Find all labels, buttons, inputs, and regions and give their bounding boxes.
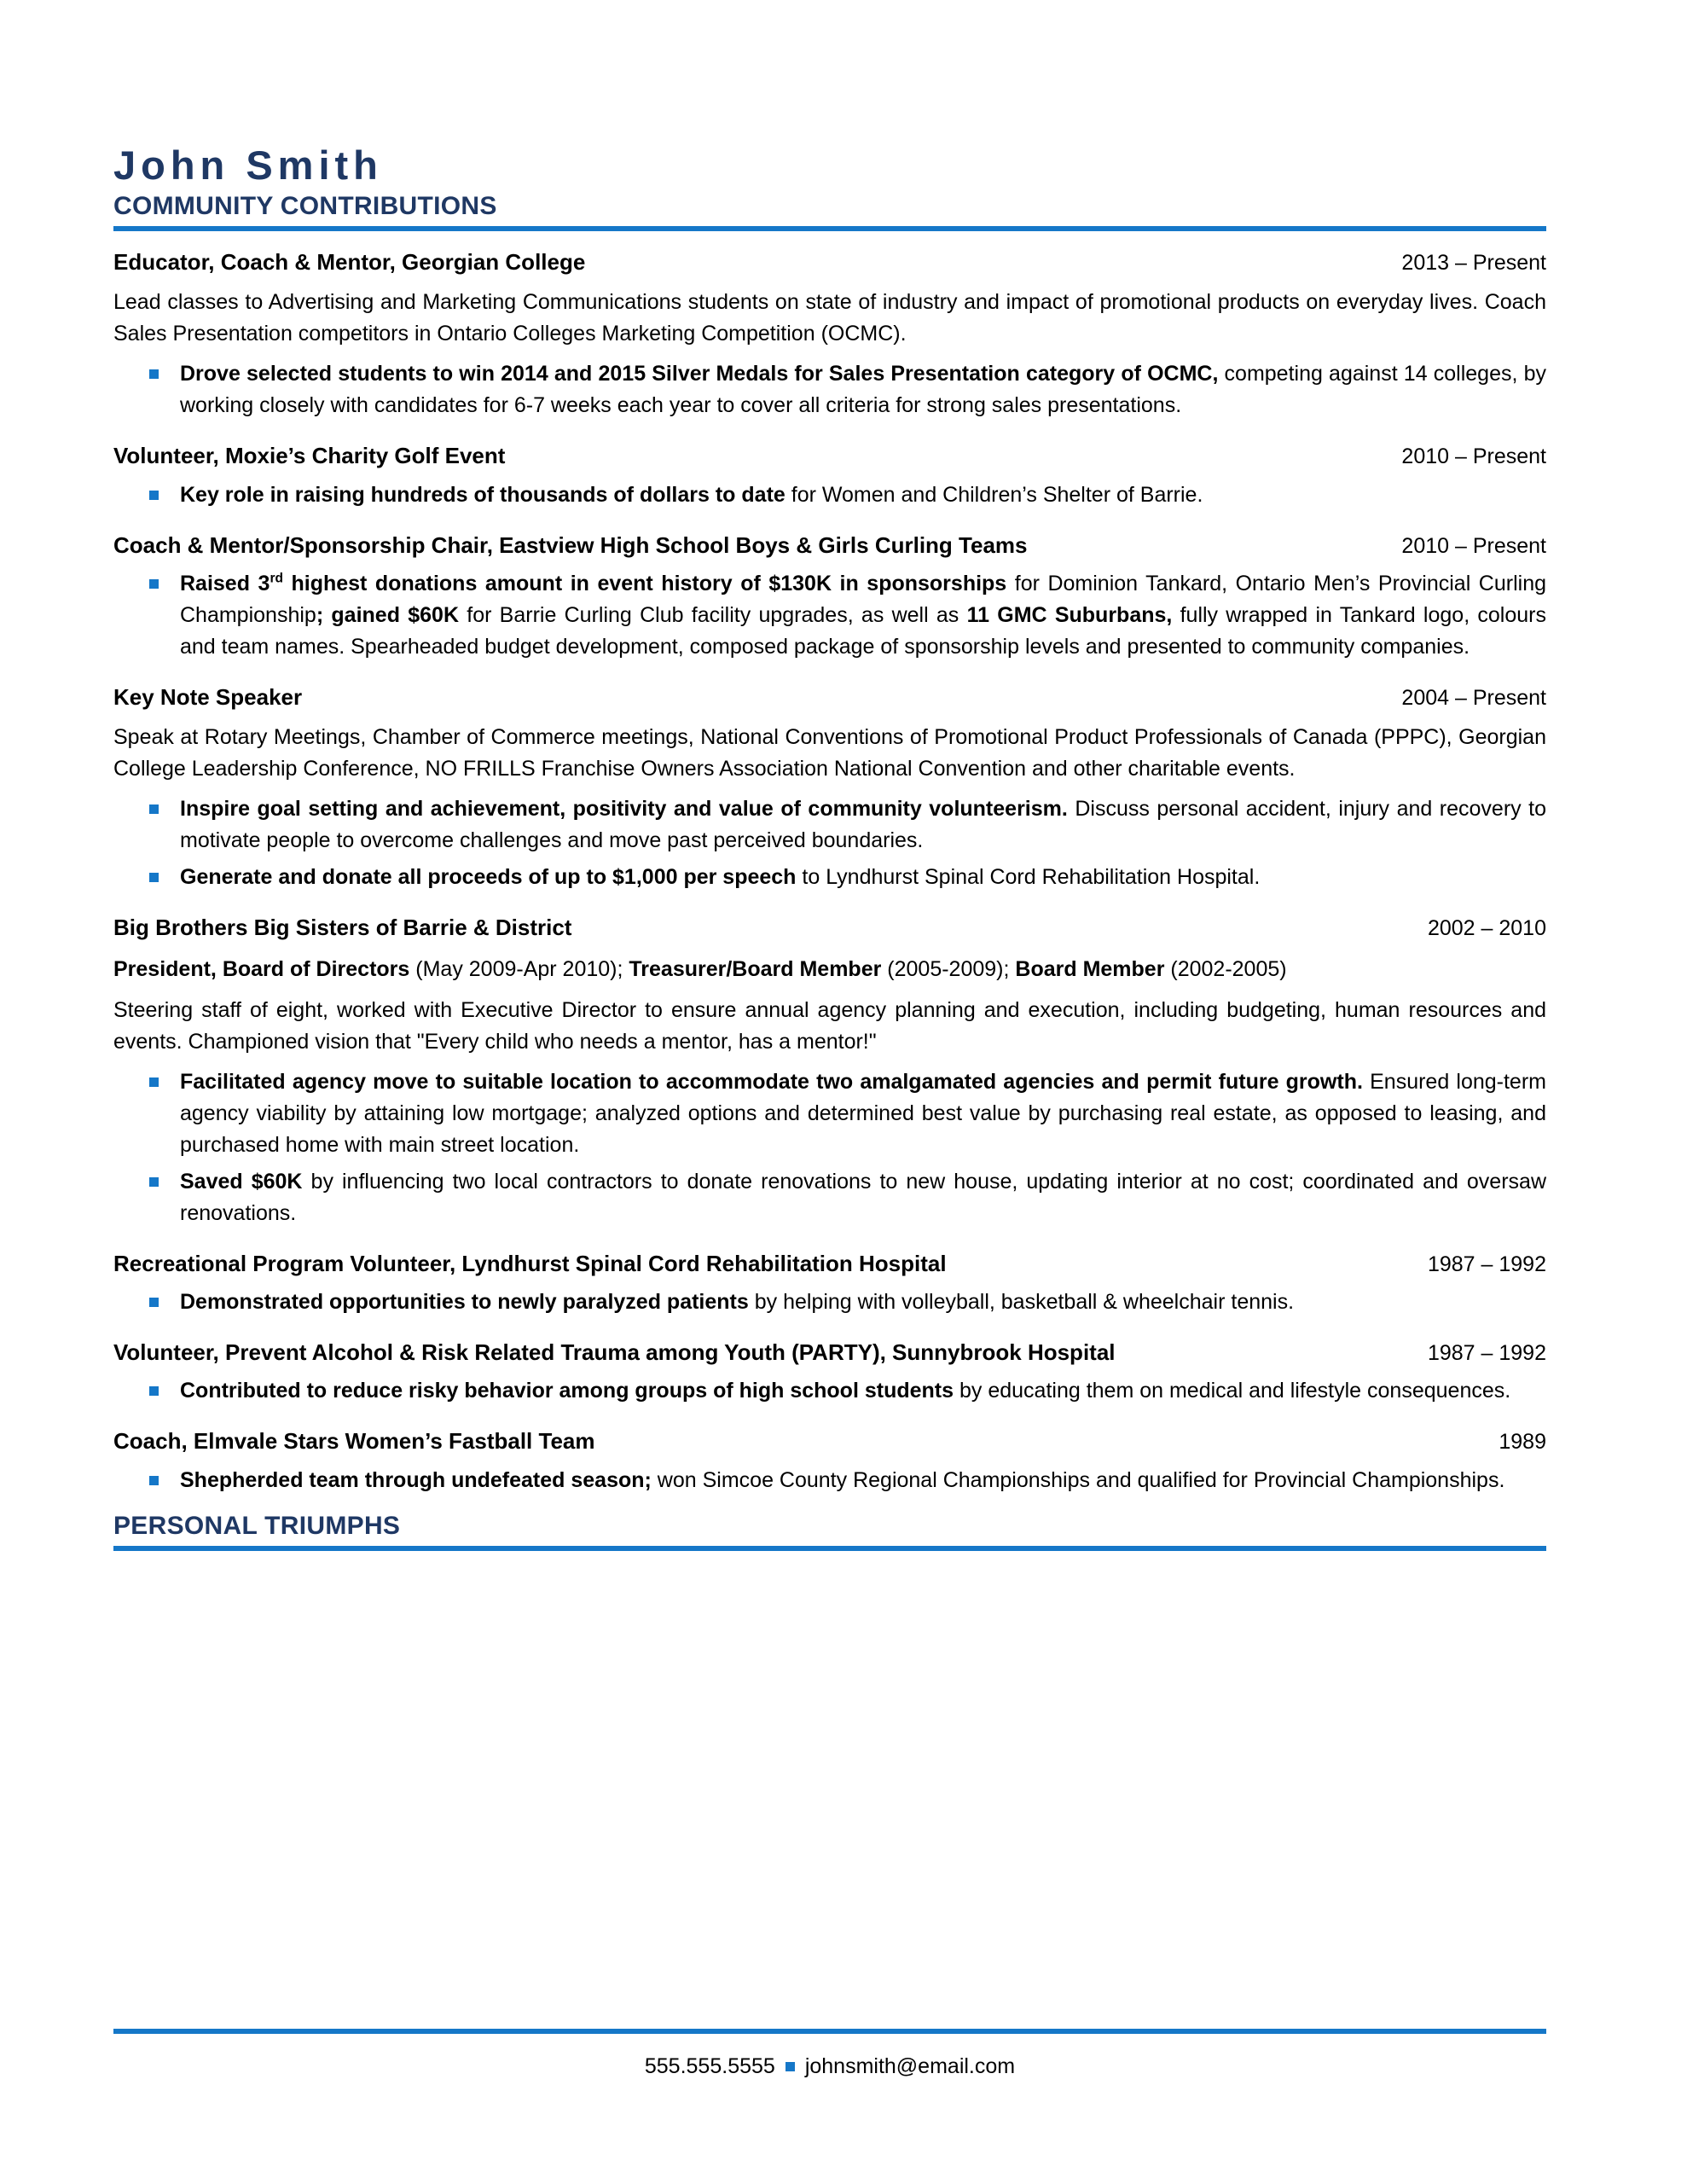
- square-bullet-icon: [149, 1298, 159, 1307]
- entry-date-range: 1987 – 1992: [1427, 1341, 1546, 1366]
- bullet-item: [113, 1166, 1546, 1229]
- entry-title: Volunteer, Prevent Alcohol & Risk Related Trauma among Youth (PARTY), Sunnybrook Hospital: [113, 1339, 1116, 1366]
- candidate-name: John Smith: [113, 142, 383, 188]
- section-divider-top: [113, 226, 1546, 231]
- bullet-text: Generate and donate all proceeds of up to $1,000 per speech to Lyndhurst Spinal Cord Rehabilitation Hospital.: [180, 865, 1261, 890]
- bullet-item: [113, 862, 1546, 893]
- entry-header: [113, 248, 1546, 276]
- entry-bullet-list: [113, 568, 1546, 663]
- bullet-text: Inspire goal setting and achievement, positivity and value of community volunteerism. Discuss personal accident, injury and recovery to motivate people to overcome challenges and move past perceived boundaries.: [180, 797, 1546, 853]
- bullet-text: Saved $60K by influencing two local contractors to donate renovations to new house, updating interior at no cost; coordinated and oversaw renovations.: [180, 1169, 1546, 1225]
- bullet-item: [113, 1066, 1546, 1161]
- bullet-lead: Saved $60K: [180, 1169, 303, 1194]
- bullet-lead: Demonstrated opportunities to newly paralyzed patients: [180, 1290, 749, 1315]
- bullet-lead: Shepherded team through undefeated season;: [180, 1467, 652, 1492]
- entry-date-range: 2013 – Present: [1401, 251, 1546, 276]
- entry-date-range: 1987 – 1992: [1427, 1252, 1546, 1276]
- bullet-item: [113, 793, 1546, 857]
- bullet-lead: Key role in raising hundreds of thousands of dollars to date: [180, 482, 786, 507]
- entry-title: Educator, Coach & Mentor, Georgian College: [113, 249, 586, 276]
- experience-entry: [113, 442, 1546, 510]
- experience-entry: [113, 1250, 1546, 1318]
- entry-title: Big Brothers Big Sisters of Barrie & District: [113, 915, 572, 941]
- bullet-item: [113, 1465, 1546, 1496]
- entry-title: Coach & Mentor/Sponsorship Chair, Eastview High School Boys & Girls Curling Teams: [113, 531, 1028, 558]
- entry-date-range: 2004 – Present: [1401, 685, 1546, 710]
- entry-description: Steering staff of eight, worked with Executive Director to ensure annual agency planning and execution, including budgeting, human resources and events. Championed vision that "Every child who needs a mentor, has a mentor!": [113, 997, 1546, 1054]
- entry-bullet-list: [113, 1287, 1546, 1318]
- bullet-text: Key role in raising hundreds of thousands of dollars to date for Women and Children’s Shelter of Barrie.: [180, 482, 1203, 507]
- footer-contact-line: [113, 2053, 1546, 2081]
- bullet-lead: Generate and donate all proceeds of up to $1,000 per speech: [180, 865, 797, 890]
- bullet-item: [113, 568, 1546, 663]
- square-bullet-icon: [149, 1476, 159, 1485]
- entry-header: [113, 442, 1546, 470]
- entry-bullet-list: [113, 793, 1546, 893]
- entry-title: Key Note Speaker: [113, 683, 303, 710]
- footer-phone: 555.555.5555: [644, 2054, 775, 2078]
- bullet-item: [113, 358, 1546, 421]
- square-bullet-icon: [149, 491, 159, 500]
- entry-date-range: 2002 – 2010: [1427, 916, 1546, 941]
- experience-entry: [113, 914, 1546, 1229]
- section-divider-personal-triumphs: [113, 1546, 1546, 1551]
- bullet-text: Shepherded team through undefeated season; won Simcoe County Regional Championships and qualified for Provincial Championships.: [180, 1467, 1505, 1492]
- footer-email: johnsmith@email.com: [804, 2054, 1016, 2078]
- page-header: [113, 143, 1546, 231]
- resume-content: [113, 143, 1546, 1551]
- bullet-text: Demonstrated opportunities to newly paralyzed patients by helping with volleyball, basketball & wheelchair tennis.: [180, 1290, 1295, 1315]
- bullet-lead: Drove selected students to win 2014 and 2015 Silver Medals for Sales Presentation category of OCMC,: [180, 362, 1219, 386]
- page-footer: [113, 2029, 1546, 2081]
- entry-bullet-list: [113, 358, 1546, 421]
- square-bullet-icon: [149, 579, 159, 589]
- square-bullet-icon: [149, 369, 159, 379]
- entry-roles-line: President, Board of Directors (May 2009-Apr 2010); Treasurer/Board Member (2005-2009); Board Member (2002-2005): [113, 957, 1287, 982]
- entry-header: [113, 531, 1546, 560]
- square-separator-icon: [786, 2062, 795, 2071]
- square-bullet-icon: [149, 1386, 159, 1396]
- bullet-lead: Facilitated agency move to suitable location to accommodate two amalgamated agencies and permit future growth.: [180, 1069, 1363, 1094]
- square-bullet-icon: [149, 804, 159, 814]
- entry-date-range: 2010 – Present: [1401, 533, 1546, 558]
- bullet-text: Contributed to reduce risky behavior among groups of high school students by educating them on medical and lifestyle consequences.: [180, 1379, 1511, 1403]
- entry-description: Lead classes to Advertising and Marketing Communications students on state of industry and impact of promotional products on everyday lives. Coach Sales Presentation competitors in Ontario Colleges Marketing Competition (OCMC).: [113, 290, 1546, 346]
- experience-entry: [113, 248, 1546, 421]
- section-title-community-contributions: COMMUNITY CONTRIBUTIONS: [113, 191, 497, 220]
- square-bullet-icon: [149, 873, 159, 882]
- entry-header: [113, 914, 1546, 942]
- personal-triumphs-section: [113, 1512, 1546, 1552]
- entry-title: Volunteer, Moxie’s Charity Golf Event: [113, 443, 506, 469]
- entry-date-range: 1989: [1499, 1430, 1546, 1455]
- experience-entry: [113, 531, 1546, 663]
- entry-bullet-list: [113, 479, 1546, 511]
- entry-bullet-list: [113, 1465, 1546, 1496]
- bullet-lead: Inspire goal setting and achievement, positivity and value of community volunteerism.: [180, 797, 1068, 822]
- entry-description: Speak at Rotary Meetings, Chamber of Commerce meetings, National Conventions of Promotional Product Professionals of Canada (PPPC), Georgian College Leadership Conference, NO FRILLS Franchise Owners Association National Convention and other charitable events.: [113, 725, 1546, 781]
- bullet-item: [113, 1287, 1546, 1318]
- bullet-text: Facilitated agency move to suitable location to accommodate two amalgamated agencies and permit future growth. Ensured long-term agency viability by attaining low mortgage; analyzed options and determined best value by purchasing real estate, as opposed to leasing, and purchased home with main street location.: [180, 1069, 1546, 1157]
- experience-entry: [113, 683, 1546, 893]
- entry-bullet-list: [113, 1375, 1546, 1407]
- experience-entry: [113, 1339, 1546, 1407]
- entry-header: [113, 1427, 1546, 1455]
- bullet-item: [113, 479, 1546, 511]
- experience-entry: [113, 1427, 1546, 1496]
- entry-title: Recreational Program Volunteer, Lyndhurst Spinal Cord Rehabilitation Hospital: [113, 1250, 947, 1276]
- bullet-lead: Contributed to reduce risky behavior among groups of high school students: [180, 1379, 954, 1403]
- square-bullet-icon: [149, 1177, 159, 1187]
- square-bullet-icon: [149, 1077, 159, 1087]
- bullet-text: Drove selected students to win 2014 and 2015 Silver Medals for Sales Presentation category of OCMC, competing against 14 colleges, by working closely with candidates for 6-7 weeks each year to cover all criteria for strong sales presentations.: [180, 362, 1546, 418]
- section-title-personal-triumphs: PERSONAL TRIUMPHS: [113, 1511, 401, 1540]
- entry-header: [113, 683, 1546, 712]
- footer-divider: [113, 2029, 1546, 2034]
- entry-header: [113, 1250, 1546, 1278]
- entry-bullet-list: [113, 1066, 1546, 1229]
- entry-title: Coach, Elmvale Stars Women’s Fastball Team: [113, 1428, 595, 1455]
- entry-header: [113, 1339, 1546, 1367]
- bullet-item: [113, 1375, 1546, 1407]
- entry-date-range: 2010 – Present: [1401, 444, 1546, 469]
- experience-entry-list: [113, 248, 1546, 1496]
- bullet-text: Raised 3rd highest donations amount in event history of $130K in sponsorships for Dominion Tankard, Ontario Men’s Provincial Curling Championship; gained $60K for Barrie Curling Club facility upgrades, as well as 11 GMC Suburbans, fully wrapped in Tankard logo, colours and team names. Spearheaded budget development, composed package of sponsorship levels and presented to community companies.: [180, 571, 1547, 659]
